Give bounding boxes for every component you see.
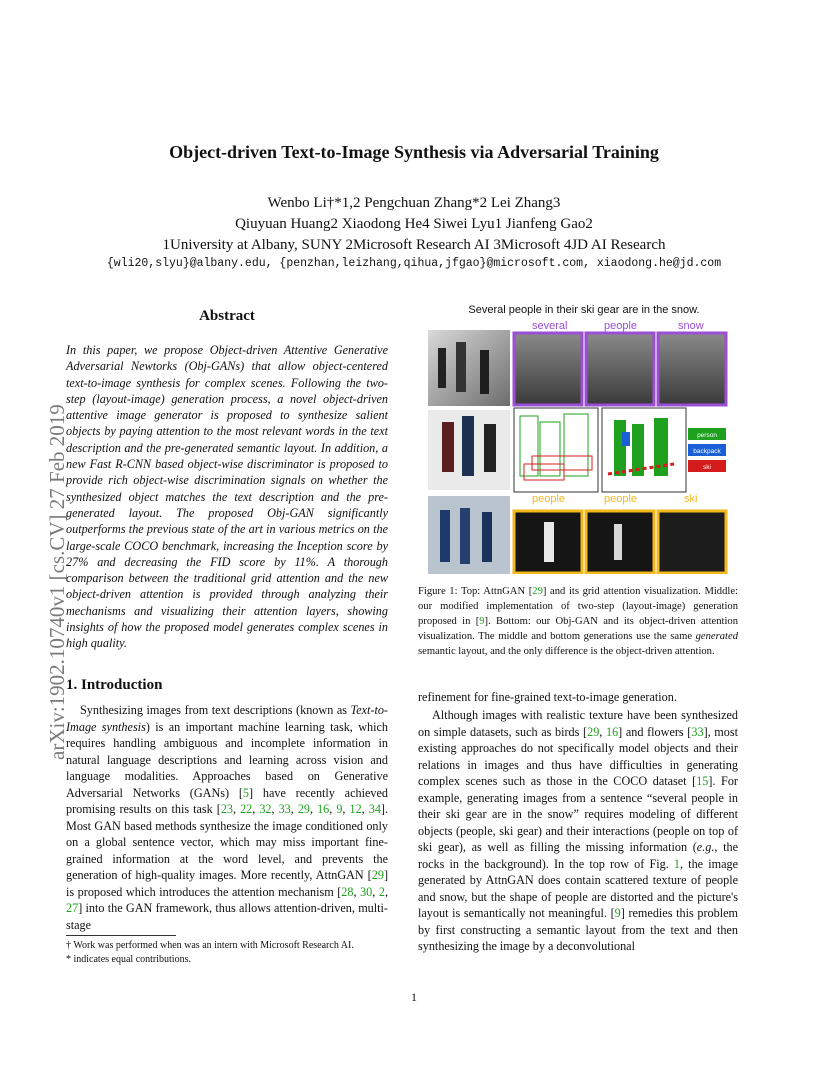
right-col-continuation: refinement for fine-grained text-to-image generation. <box>418 690 677 704</box>
citation-link[interactable]: 33 <box>278 802 291 816</box>
row1-label-snow: snow <box>678 320 704 332</box>
citation-link[interactable]: 22 <box>240 802 253 816</box>
intro-heading: 1. Introduction <box>66 677 163 693</box>
intro-paragraph: Synthesizing images from text descriptions (known as Text-to-Image synthesis) is an important machine learning task, which requires handling ambiguous and incomplete information in natural language descriptions and learning across vision and language modalities. Approaches based on Generative Adversarial Networks (GANs) [5] have recently achieved promising results on this task [23, 22, 32, 33, 29, 16, 9, 12, 34]. Most GAN based methods synthesize the image conditioned only on a global sentence vector, which may miss important fine-grained information at the word level, and prevents the generation of high-quality images. More recently, AttnGAN [29] is proposed which introduces the attention mechanism [28, 30, 2, 27] into the GAN framework, thus allows attention-driven, multi-stage <box>66 703 389 932</box>
attention-highlight <box>614 524 622 560</box>
citation-link[interactable]: 2 <box>378 884 385 899</box>
paper-title: Object-driven Text-to-Image Synthesis via Adversarial Training <box>169 142 659 162</box>
attention-highlight <box>544 522 554 562</box>
citation-link[interactable]: 9 <box>614 906 621 920</box>
citation-link[interactable]: 34 <box>368 802 381 816</box>
row1-label-several: several <box>532 320 568 332</box>
legend-backpack-label: backpack <box>693 448 721 455</box>
figure-person-shape <box>440 510 450 562</box>
attention-map-snow <box>658 333 726 405</box>
abstract-text: In this paper, we propose Object-driven Attentive Generative Adversarial Newtorks (Obj-GANs) that allow object-centered text-to-image synthesis for complex scenes. Following the two-step (layout-image) generation process, a novel object-driven attentive image generator is proposed to synthesize salient objects by paying attention to the most relevant words in the text description and the pre-generated semantic layout. In addition, a new Fast R-CNN based object-wise discriminator is proposed to provide rich object-wise discrimination signals on whether the synthesized object matches the text description and the pre-generated layout. The proposed Obj-GAN significantly outperforms the previous state of the art in various metrics on the large-scale COCO benchmark, increasing the Inception score by 27% and decreasing the FID score by 11%. A thorough comparison between the traditional grid attention and the new object-driven attention is provided through analyzing their mechanisms and visualizing their attention layers, showing insights of how the proposed model generates complex scenes in high quality. <box>66 343 388 651</box>
figure-link[interactable]: 1 <box>673 856 680 871</box>
person-mask <box>614 420 626 476</box>
citation-link[interactable]: 28 <box>341 884 354 899</box>
footnote-divider <box>66 935 176 936</box>
figure-1-caption: Figure 1: Top: AttnGAN [29] and its grid attention visualization. Middle: our modified implementation of two-step (layout-image) generation proposed in [9]. Bottom: our Obj-GAN and its object-driven attention visualization. The middle and bottom generations use the same generated semantic layout, and the only difference is the object-driven attention. <box>418 586 738 657</box>
figure-person-shape <box>462 416 474 476</box>
citation-link[interactable]: 29 <box>297 802 310 816</box>
footnote-1: † Work was performed when was an intern with Microsoft Research AI. <box>66 940 354 951</box>
person-mask <box>654 418 668 476</box>
citation-link[interactable]: 29 <box>532 586 543 597</box>
object-attention-ski <box>658 511 726 573</box>
figure-person-shape <box>438 348 446 388</box>
citation-link[interactable]: 16 <box>317 802 330 816</box>
authors-line-1: Wenbo Li†*1,2 Pengchuan Zhang*2 Lei Zhang3 <box>267 195 561 211</box>
figure-person-shape <box>442 422 454 472</box>
abstract-heading: Abstract <box>199 308 255 324</box>
arxiv-stamp <box>21 290 69 760</box>
figure-person-shape <box>480 350 489 394</box>
footnote-2: * indicates equal contributions. <box>66 954 191 965</box>
legend-person-label: person <box>697 432 717 439</box>
citation-link[interactable]: 16 <box>605 724 619 739</box>
arxiv-stamp-text: arXiv:1902.10740v1 [cs.CV] 27 Feb 2019 <box>45 404 69 760</box>
row1-label-people: people <box>604 320 638 332</box>
citation-link[interactable]: 5 <box>242 785 250 800</box>
citation-link[interactable]: 9 <box>336 802 343 816</box>
bounding-box-layout <box>514 408 598 492</box>
figure-person-shape <box>484 424 496 472</box>
backpack-mask <box>622 432 630 446</box>
row3-label-people-1: people <box>532 493 566 505</box>
figure-person-shape <box>482 512 492 562</box>
citation-link[interactable]: 29 <box>587 724 600 739</box>
citation-link[interactable]: 15 <box>696 774 709 788</box>
figure-person-shape <box>456 342 466 392</box>
citation-link[interactable]: 33 <box>691 724 704 739</box>
legend-ski-label: ski <box>703 464 711 471</box>
citation-link[interactable]: 29 <box>371 868 384 882</box>
affiliations: 1University at Albany, SUNY 2Microsoft Research AI 3Microsoft 4JD AI Research <box>162 237 666 253</box>
right-col-paragraph: Although images with realistic texture have been synthesized on simple datasets, such as birds [29, 16] and flowers [33], most existing approaches do not specifically model objects and their relations in images and thus have difficulties in generating complex scenes such as those in the COCO dataset [15]. For example, generating images from a sentence “several people in their ski gear are in the snow” requires modeling of different objects (people, ski gear) and their interactions (people on top of ski gear), as well as filling the missing information (e.g., the rocks in the background). In the top row of Fig. 1, the image generated by AttnGAN does contain scattered texture of people and snow, but the shape of people are distorted and the picture's layout is semantically not meaningful. [9] remedies this problem by first constructing a semantic layout from the text and then synthesizing the image by a deconvolutional <box>418 708 739 953</box>
citation-link[interactable]: 30 <box>360 884 373 899</box>
figure-person-shape <box>460 508 470 564</box>
row3-label-people-2: people <box>604 493 638 505</box>
citation-link[interactable]: 27 <box>66 901 79 915</box>
authors-line-2: Qiuyuan Huang2 Xiaodong He4 Siwei Lyu1 Jianfeng Gao2 <box>235 216 593 232</box>
page-number: 1 <box>411 990 417 1004</box>
figure-1-panels <box>428 304 740 574</box>
author-emails: {wli20,slyu}@albany.edu, {penzhan,leizhang,qihua,jfgao}@microsoft.com, xiaodong.he@jd.com <box>106 257 722 270</box>
citation-link[interactable]: 32 <box>259 802 272 816</box>
citation-link[interactable]: 23 <box>220 802 233 816</box>
attention-map-people <box>586 333 654 405</box>
citation-link[interactable]: 12 <box>349 802 362 816</box>
row3-label-ski: ski <box>684 493 698 505</box>
attention-map-several <box>514 333 582 405</box>
figure-sentence: Several people in their ski gear are in the snow. <box>468 304 700 316</box>
figure-1 <box>428 304 740 574</box>
citation-link[interactable]: 9 <box>479 616 485 627</box>
